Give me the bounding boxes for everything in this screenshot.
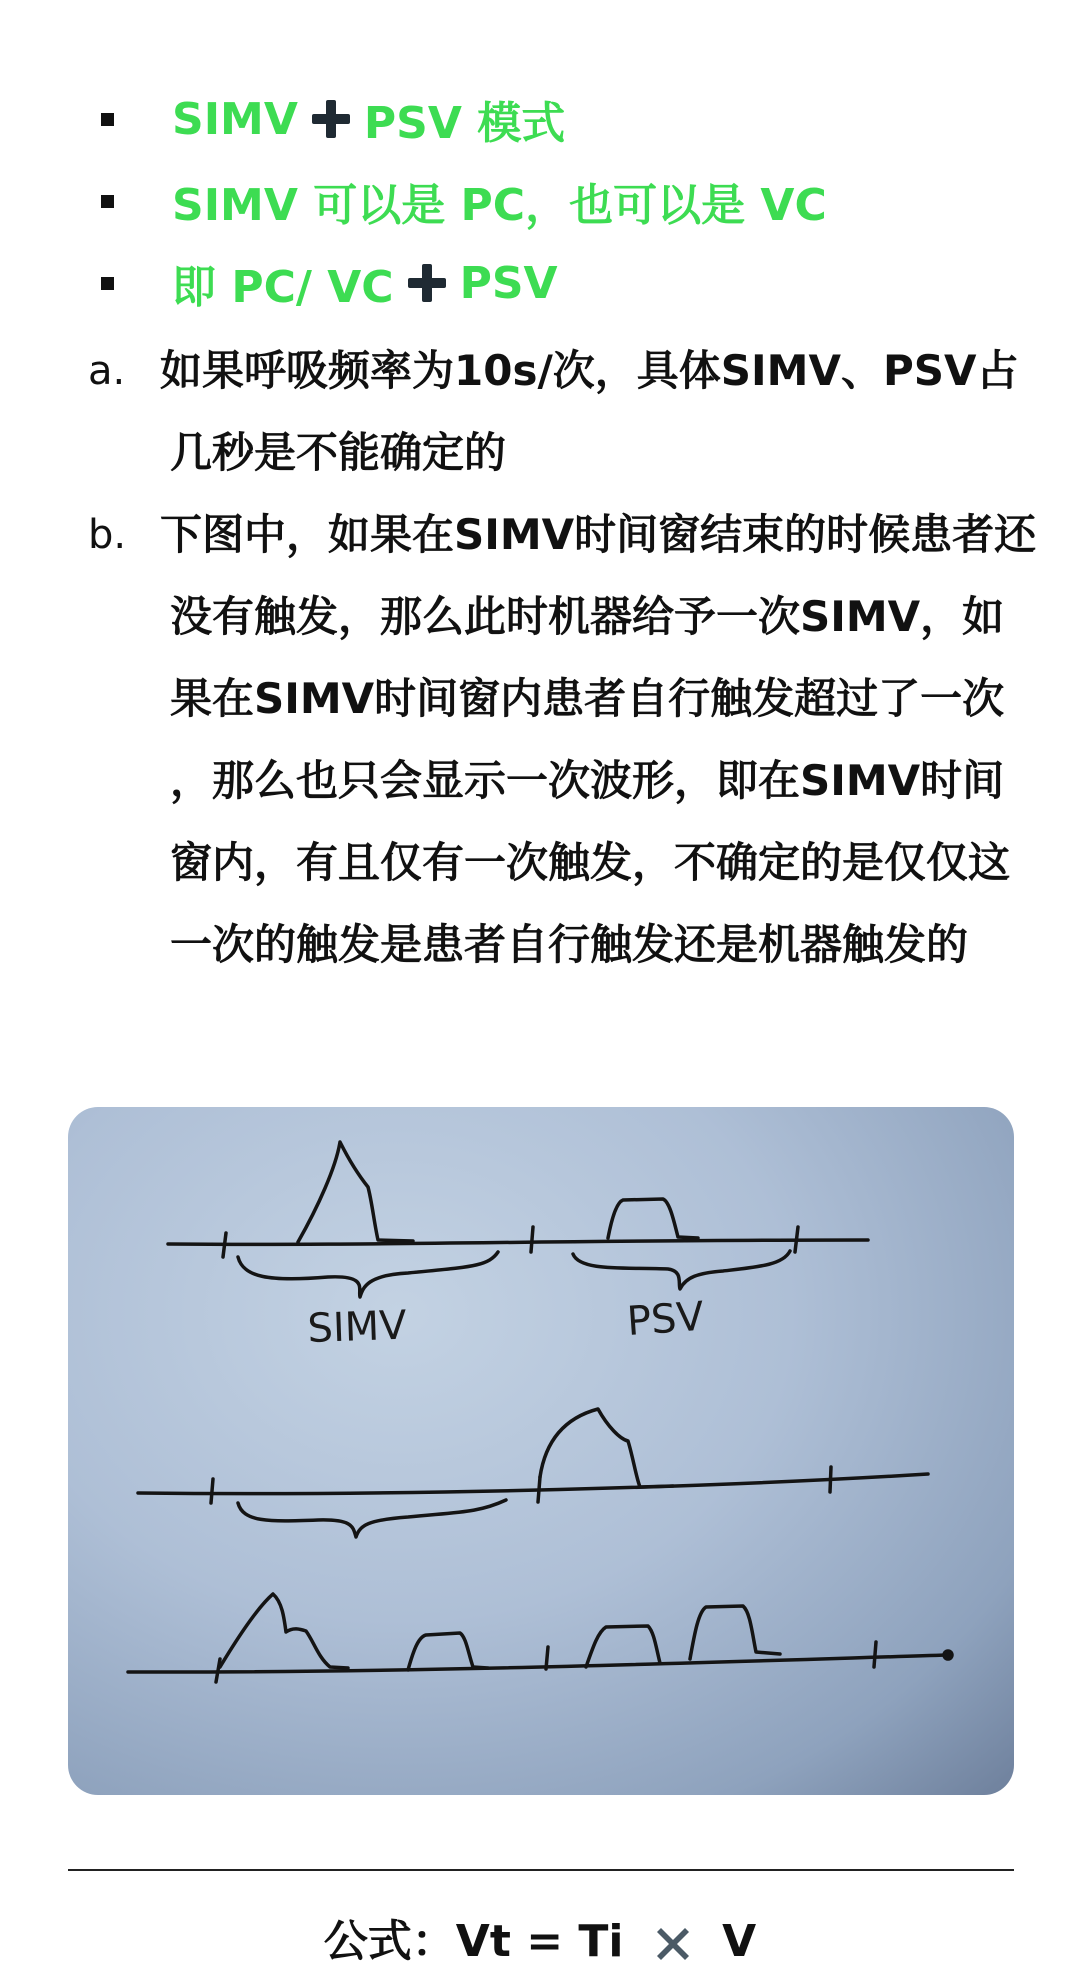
cross-icon [649, 1920, 697, 1968]
row1-baseline [168, 1240, 868, 1244]
formula-line [0, 1905, 1080, 1969]
row2-baseline [138, 1474, 928, 1494]
plus-icon [308, 96, 354, 142]
row3-baseline [128, 1655, 948, 1672]
list-marker: a. [88, 348, 126, 394]
list-item-text: 如果呼吸频率为10s/次，具体SIMV、PSV占几秒是不能确定的 [160, 346, 1019, 477]
row1-psv-wave [608, 1199, 698, 1238]
bullet-text-after: PSV [459, 257, 558, 309]
list-marker: b. [88, 512, 127, 558]
row1-psv-brace [573, 1251, 790, 1289]
list-item-b [0, 494, 1080, 986]
bullet-text-before: 即 PC/ VC [172, 262, 394, 313]
list-item-a [0, 330, 1080, 494]
waveform-sketch-image [68, 1107, 1014, 1795]
ordered-list [0, 330, 1080, 986]
sketch-label-simv: SIMV [306, 1302, 408, 1352]
bullet-text-after: PSV 模式 [363, 98, 566, 149]
bullet-item [0, 242, 1080, 324]
row2-wave [540, 1409, 673, 1487]
row1-simv-brace [238, 1252, 498, 1297]
bullet-square [101, 113, 114, 126]
row3-psv-wave-1 [408, 1633, 488, 1670]
row3-simv-wave [220, 1594, 348, 1668]
row1-simv-wave [298, 1142, 413, 1242]
formula-prefix: 公式：Vt = Ti [323, 1916, 624, 1967]
bullet-list [0, 78, 1080, 324]
bullet-square [101, 195, 114, 208]
plus-icon [404, 260, 450, 306]
waveform-sketch [68, 1107, 1014, 1795]
sketch-label-psv: PSV [625, 1293, 706, 1345]
bullet-square [101, 277, 114, 290]
formula-suffix: V [722, 1916, 757, 1967]
bullet-item [0, 160, 1080, 242]
list-item-text: 下图中，如果在SIMV时间窗结束的时候患者还没有触发，那么此时机器给予一次SIMV，如果在SIMV时间窗内患者自行触发超过了一次 ，那么也只会显示一次波形，即在SIMV时间窗内，有且仅有一次触发，不确定的是仅仅这一次的触发是患者自行触发还是机器触发的 [160, 510, 1037, 969]
bullet-text-before: SIMV [172, 93, 298, 145]
row2-brace [238, 1500, 506, 1537]
bullet-item [0, 78, 1080, 160]
row3-psv-wave-3 [690, 1606, 780, 1659]
divider [68, 1869, 1014, 1871]
bullet-text-before: SIMV 可以是 PC，也可以是 VC [172, 180, 827, 231]
row3-psv-wave-2 [586, 1626, 660, 1667]
